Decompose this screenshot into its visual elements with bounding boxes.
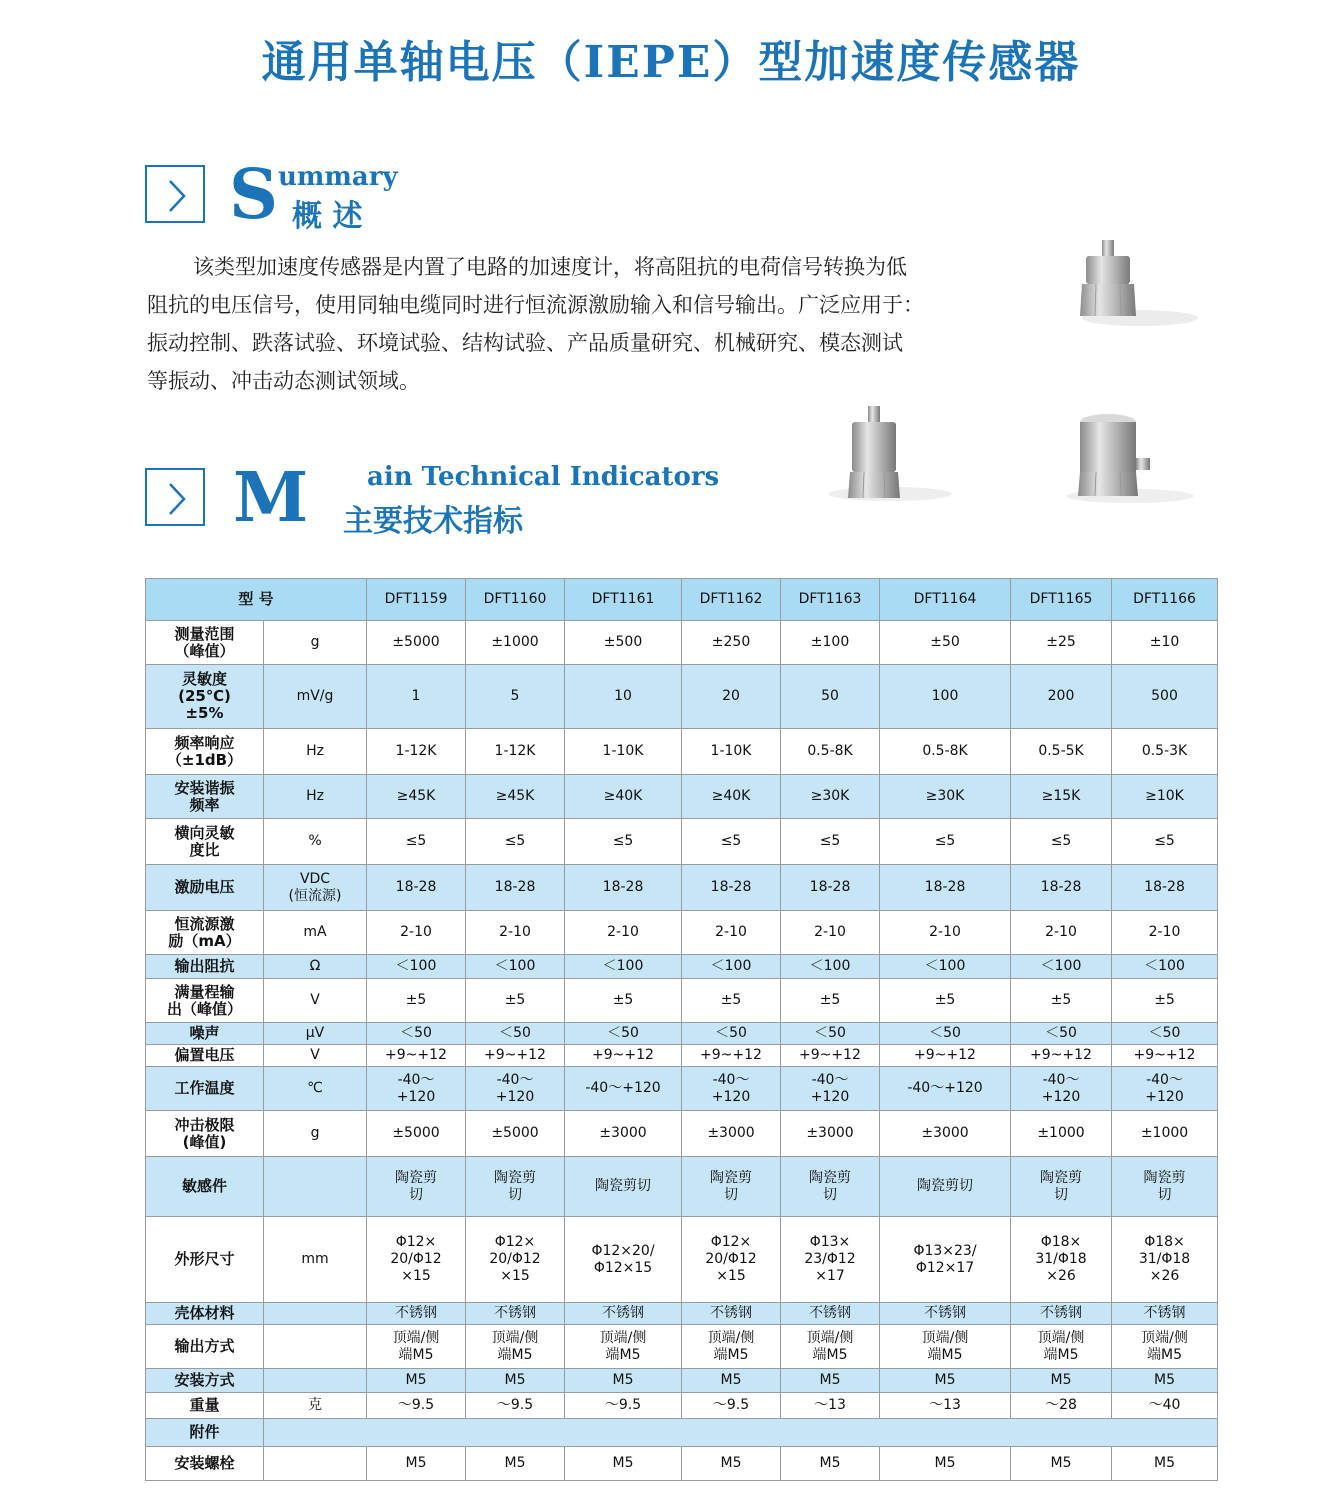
value-cell: 18-28 xyxy=(1011,865,1112,911)
row-label: 冲击极限 (峰值) xyxy=(146,1111,264,1157)
value-cell: -40～ +120 xyxy=(1112,1067,1218,1111)
value-cell: M5 xyxy=(682,1369,781,1393)
unit-cell: ℃ xyxy=(264,1067,367,1111)
value-cell: 陶瓷剪 切 xyxy=(781,1157,880,1217)
value-cell: +9~+12 xyxy=(1112,1045,1218,1067)
value-cell: ±250 xyxy=(682,621,781,665)
table-row xyxy=(146,1419,1218,1447)
model-header-cell: DFT1166 xyxy=(1112,579,1218,621)
value-cell: ≤5 xyxy=(1112,819,1218,865)
model-header-cell: DFT1164 xyxy=(880,579,1011,621)
value-cell: 2-10 xyxy=(682,911,781,955)
value-cell: 18-28 xyxy=(466,865,565,911)
value-cell: 2-10 xyxy=(1011,911,1112,955)
value-cell: 18-28 xyxy=(1112,865,1218,911)
value-cell: ＜50 xyxy=(1112,1023,1218,1045)
value-cell: ±5000 xyxy=(367,621,466,665)
main-english-title: ain Technical Indicators xyxy=(367,462,720,492)
value-cell: M5 xyxy=(781,1369,880,1393)
value-cell: +9~+12 xyxy=(880,1045,1011,1067)
value-cell: 陶瓷剪 切 xyxy=(1011,1157,1112,1217)
unit-cell: g xyxy=(264,1111,367,1157)
table-row xyxy=(146,665,1218,729)
unit-cell: g xyxy=(264,621,367,665)
table-header-row xyxy=(146,579,1218,621)
value-cell: +9~+12 xyxy=(565,1045,682,1067)
value-cell: M5 xyxy=(466,1447,565,1481)
value-cell: M5 xyxy=(1011,1369,1112,1393)
value-cell: 不锈钢 xyxy=(880,1303,1011,1325)
value-cell: 不锈钢 xyxy=(367,1303,466,1325)
value-cell: 陶瓷剪 切 xyxy=(466,1157,565,1217)
value-cell: Φ12×20/ Φ12×15 xyxy=(565,1217,682,1303)
value-cell: +9~+12 xyxy=(367,1045,466,1067)
value-cell: 18-28 xyxy=(880,865,1011,911)
value-cell: ±3000 xyxy=(781,1111,880,1157)
value-cell: M5 xyxy=(1112,1369,1218,1393)
value-cell: +9~+12 xyxy=(682,1045,781,1067)
value-cell: 陶瓷剪 切 xyxy=(1112,1157,1218,1217)
accelerometer-tall-photo xyxy=(820,402,960,502)
value-cell: ±1000 xyxy=(1112,1111,1218,1157)
value-cell: Φ13× 23/Φ12 ×17 xyxy=(781,1217,880,1303)
unit-cell: Ω xyxy=(264,955,367,979)
summary-english-title: ummary xyxy=(278,162,398,192)
model-header-cell: DFT1163 xyxy=(781,579,880,621)
table-row xyxy=(146,1157,1218,1217)
value-cell: 18-28 xyxy=(565,865,682,911)
value-cell: 5 xyxy=(466,665,565,729)
chevron-right-icon xyxy=(147,470,207,528)
value-cell: -40～+120 xyxy=(565,1067,682,1111)
model-header-cell: DFT1165 xyxy=(1011,579,1112,621)
row-label: 满量程输 出（峰值） xyxy=(146,979,264,1023)
table-row xyxy=(146,819,1218,865)
value-cell: 不锈钢 xyxy=(1112,1303,1218,1325)
value-cell: ＜100 xyxy=(1112,955,1218,979)
summary-line: 等振动、冲击动态测试领域。 xyxy=(147,369,420,393)
table-row xyxy=(146,911,1218,955)
value-cell: ～9.5 xyxy=(682,1393,781,1419)
value-cell: ±5 xyxy=(367,979,466,1023)
table-row xyxy=(146,1303,1218,1325)
value-cell: M5 xyxy=(1112,1447,1218,1481)
value-cell: ±1000 xyxy=(1011,1111,1112,1157)
value-cell: 2-10 xyxy=(565,911,682,955)
value-cell: 2-10 xyxy=(1112,911,1218,955)
row-label: 噪声 xyxy=(146,1023,264,1045)
unit-cell: V xyxy=(264,1045,367,1067)
value-cell: -40～ +120 xyxy=(682,1067,781,1111)
row-label: 安装谐振 频率 xyxy=(146,775,264,819)
row-label: 工作温度 xyxy=(146,1067,264,1111)
table-row xyxy=(146,1067,1218,1111)
value-cell: ≤5 xyxy=(367,819,466,865)
row-label: 安装方式 xyxy=(146,1369,264,1393)
model-header-cell: DFT1161 xyxy=(565,579,682,621)
value-cell: ≥45K xyxy=(367,775,466,819)
value-cell: 18-28 xyxy=(682,865,781,911)
value-cell: 0.5-5K xyxy=(1011,729,1112,775)
summary-paragraph xyxy=(147,248,969,400)
unit-cell: Hz xyxy=(264,729,367,775)
chevron-right-icon xyxy=(147,167,207,225)
value-cell: ＜50 xyxy=(781,1023,880,1045)
summary-heading xyxy=(145,155,445,235)
value-cell: ＜100 xyxy=(1011,955,1112,979)
value-cell: ±5 xyxy=(1112,979,1218,1023)
table-row xyxy=(146,979,1218,1023)
value-cell: ～9.5 xyxy=(466,1393,565,1419)
unit-cell xyxy=(264,1369,367,1393)
value-cell: ±3000 xyxy=(682,1111,781,1157)
value-cell: -40～ +120 xyxy=(466,1067,565,1111)
value-cell: ＜100 xyxy=(682,955,781,979)
row-label: 附件 xyxy=(146,1419,264,1447)
row-label: 重量 xyxy=(146,1393,264,1419)
value-cell: Φ18× 31/Φ18 ×26 xyxy=(1112,1217,1218,1303)
value-cell: 0.5-3K xyxy=(1112,729,1218,775)
value-cell: 2-10 xyxy=(367,911,466,955)
value-cell: M5 xyxy=(880,1447,1011,1481)
row-label: 频率响应 （±1dB） xyxy=(146,729,264,775)
value-cell: 2-10 xyxy=(466,911,565,955)
table-row xyxy=(146,1393,1218,1419)
page-title: 通用单轴电压（IEPE）型加速度传感器 xyxy=(261,37,1081,88)
value-cell: 不锈钢 xyxy=(466,1303,565,1325)
unit-cell xyxy=(264,1325,367,1369)
unit-cell: VDC (恒流源) xyxy=(264,865,367,911)
value-cell: Φ12× 20/Φ12 ×15 xyxy=(367,1217,466,1303)
value-cell: ＜100 xyxy=(466,955,565,979)
value-cell: ±50 xyxy=(880,621,1011,665)
value-cell: ≤5 xyxy=(466,819,565,865)
value-cell: 2-10 xyxy=(781,911,880,955)
main-chinese-title: 主要技术指标 xyxy=(343,504,523,539)
accelerometer-side-connector-photo xyxy=(1050,408,1200,504)
row-label: 安装螺栓 xyxy=(146,1447,264,1481)
value-cell: -40～ +120 xyxy=(367,1067,466,1111)
value-cell: -40～ +120 xyxy=(1011,1067,1112,1111)
table-row xyxy=(146,775,1218,819)
value-cell: ≥30K xyxy=(781,775,880,819)
value-cell: ±1000 xyxy=(466,621,565,665)
value-cell: M5 xyxy=(781,1447,880,1481)
value-cell: +9~+12 xyxy=(466,1045,565,1067)
row-label: 激励电压 xyxy=(146,865,264,911)
value-cell: ≥40K xyxy=(682,775,781,819)
value-cell: Φ18× 31/Φ18 ×26 xyxy=(1011,1217,1112,1303)
value-cell: ≥45K xyxy=(466,775,565,819)
row-label: 外形尺寸 xyxy=(146,1217,264,1303)
value-cell: 陶瓷剪 切 xyxy=(682,1157,781,1217)
value-cell: 顶端/侧 端M5 xyxy=(367,1325,466,1369)
row-label: 输出方式 xyxy=(146,1325,264,1369)
value-cell: ＜50 xyxy=(682,1023,781,1045)
value-cell: ～28 xyxy=(1011,1393,1112,1419)
value-cell: 0.5-8K xyxy=(880,729,1011,775)
value-cell: 顶端/侧 端M5 xyxy=(1011,1325,1112,1369)
summary-line: 该类型加速度传感器是内置了电路的加速度计，将高阻抗的电荷信号转换为低 xyxy=(193,255,907,279)
main-indicators-heading xyxy=(145,458,720,539)
row-label: 壳体材料 xyxy=(146,1303,264,1325)
unit-cell xyxy=(264,1303,367,1325)
value-cell: ＜100 xyxy=(367,955,466,979)
value-cell: ＜100 xyxy=(781,955,880,979)
value-cell: ±5000 xyxy=(367,1111,466,1157)
value-cell: 顶端/侧 端M5 xyxy=(565,1325,682,1369)
value-cell: ±100 xyxy=(781,621,880,665)
value-cell: 顶端/侧 端M5 xyxy=(1112,1325,1218,1369)
value-cell: 陶瓷剪切 xyxy=(880,1157,1011,1217)
value-cell: M5 xyxy=(880,1369,1011,1393)
value-cell: 1 xyxy=(367,665,466,729)
value-cell: 1-12K xyxy=(367,729,466,775)
value-cell: ≤5 xyxy=(682,819,781,865)
table-row xyxy=(146,865,1218,911)
value-cell: 18-28 xyxy=(367,865,466,911)
unit-cell xyxy=(264,1157,367,1217)
table-row xyxy=(146,1217,1218,1303)
value-cell: 顶端/侧 端M5 xyxy=(466,1325,565,1369)
value-cell: 陶瓷剪 切 xyxy=(367,1157,466,1217)
value-cell: ≤5 xyxy=(1011,819,1112,865)
value-cell: ±5 xyxy=(880,979,1011,1023)
value-cell: 顶端/侧 端M5 xyxy=(781,1325,880,1369)
value-cell: ±3000 xyxy=(880,1111,1011,1157)
value-cell: Φ13×23/ Φ12×17 xyxy=(880,1217,1011,1303)
table-row xyxy=(146,1369,1218,1393)
table-row xyxy=(146,1447,1218,1481)
value-cell: 不锈钢 xyxy=(781,1303,880,1325)
value-cell: 500 xyxy=(1112,665,1218,729)
value-cell: ±3000 xyxy=(565,1111,682,1157)
value-cell: ≥40K xyxy=(565,775,682,819)
value-cell: ±5 xyxy=(781,979,880,1023)
value-cell: ≤5 xyxy=(565,819,682,865)
value-cell: ＜50 xyxy=(367,1023,466,1045)
value-cell: ±5 xyxy=(466,979,565,1023)
value-cell: M5 xyxy=(367,1447,466,1481)
main-chevron-box xyxy=(145,468,205,526)
value-cell: 顶端/侧 端M5 xyxy=(880,1325,1011,1369)
main-big-letter: M xyxy=(233,458,309,538)
unit-cell: mm xyxy=(264,1217,367,1303)
empty-span-cell xyxy=(264,1419,1218,1447)
value-cell: ±5 xyxy=(565,979,682,1023)
value-cell: 200 xyxy=(1011,665,1112,729)
table-row xyxy=(146,1023,1218,1045)
value-cell: Φ12× 20/Φ12 ×15 xyxy=(466,1217,565,1303)
unit-cell xyxy=(264,1447,367,1481)
model-header-cell: DFT1159 xyxy=(367,579,466,621)
value-cell: M5 xyxy=(466,1369,565,1393)
accelerometer-hex-base-photo xyxy=(1060,238,1200,330)
table-row xyxy=(146,955,1218,979)
value-cell: 1-12K xyxy=(466,729,565,775)
summary-chevron-box xyxy=(145,165,205,223)
row-label: 灵敏度 (25℃) ±5% xyxy=(146,665,264,729)
value-cell: ＜50 xyxy=(466,1023,565,1045)
value-cell: 1-10K xyxy=(565,729,682,775)
value-cell: ≥15K xyxy=(1011,775,1112,819)
row-label: 敏感件 xyxy=(146,1157,264,1217)
value-cell: ＜50 xyxy=(565,1023,682,1045)
value-cell: 1-10K xyxy=(682,729,781,775)
table-row xyxy=(146,621,1218,665)
row-label: 恒流源激 励（mA） xyxy=(146,911,264,955)
unit-cell: V xyxy=(264,979,367,1023)
value-cell: ～13 xyxy=(781,1393,880,1419)
table-row xyxy=(146,729,1218,775)
row-label: 横向灵敏 度比 xyxy=(146,819,264,865)
value-cell: M5 xyxy=(565,1447,682,1481)
value-cell: ±25 xyxy=(1011,621,1112,665)
unit-cell: mV/g xyxy=(264,665,367,729)
value-cell: 18-28 xyxy=(781,865,880,911)
value-cell: ＜50 xyxy=(880,1023,1011,1045)
model-header-cell: DFT1162 xyxy=(682,579,781,621)
model-header-cell: DFT1160 xyxy=(466,579,565,621)
value-cell: +9~+12 xyxy=(781,1045,880,1067)
value-cell: ～13 xyxy=(880,1393,1011,1419)
value-cell: 2-10 xyxy=(880,911,1011,955)
value-cell: M5 xyxy=(367,1369,466,1393)
value-cell: ～40 xyxy=(1112,1393,1218,1419)
value-cell: 20 xyxy=(682,665,781,729)
value-cell: ±10 xyxy=(1112,621,1218,665)
value-cell: ±5 xyxy=(682,979,781,1023)
unit-cell: % xyxy=(264,819,367,865)
table-row xyxy=(146,1045,1218,1067)
value-cell: -40～ +120 xyxy=(781,1067,880,1111)
value-cell: ＜50 xyxy=(1011,1023,1112,1045)
value-cell: 0.5-8K xyxy=(781,729,880,775)
row-label: 输出阻抗 xyxy=(146,955,264,979)
value-cell: 陶瓷剪切 xyxy=(565,1157,682,1217)
value-cell: 100 xyxy=(880,665,1011,729)
value-cell: ≤5 xyxy=(781,819,880,865)
summary-line: 阻抗的电压信号，使用同轴电缆同时进行恒流源激励输入和信号输出。广泛应用于： xyxy=(147,293,924,317)
value-cell: M5 xyxy=(682,1447,781,1481)
value-cell: 不锈钢 xyxy=(1011,1303,1112,1325)
unit-cell: 克 xyxy=(264,1393,367,1419)
value-cell: ≤5 xyxy=(880,819,1011,865)
table-row xyxy=(146,1111,1218,1157)
value-cell: 不锈钢 xyxy=(682,1303,781,1325)
table-row xyxy=(146,1325,1218,1369)
value-cell: ±5000 xyxy=(466,1111,565,1157)
spec-table xyxy=(145,578,1218,1481)
value-cell: ～9.5 xyxy=(565,1393,682,1419)
value-cell: 50 xyxy=(781,665,880,729)
summary-chinese-title: 概 述 xyxy=(292,199,363,234)
value-cell: 不锈钢 xyxy=(565,1303,682,1325)
unit-cell: mA xyxy=(264,911,367,955)
row-label: 偏置电压 xyxy=(146,1045,264,1067)
summary-line: 振动控制、跌落试验、环境试验、结构试验、产品质量研究、机械研究、模态测试 xyxy=(147,331,903,355)
row-label: 测量范围 （峰值） xyxy=(146,621,264,665)
value-cell: ＜100 xyxy=(880,955,1011,979)
unit-cell: Hz xyxy=(264,775,367,819)
unit-cell: μV xyxy=(264,1023,367,1045)
value-cell: ±5 xyxy=(1011,979,1112,1023)
value-cell: M5 xyxy=(565,1369,682,1393)
value-cell: 10 xyxy=(565,665,682,729)
value-cell: ±500 xyxy=(565,621,682,665)
summary-big-letter: S xyxy=(229,155,279,235)
model-header-label: 型 号 xyxy=(146,579,367,621)
value-cell: M5 xyxy=(1011,1447,1112,1481)
value-cell: Φ12× 20/Φ12 ×15 xyxy=(682,1217,781,1303)
value-cell: ～9.5 xyxy=(367,1393,466,1419)
value-cell: 顶端/侧 端M5 xyxy=(682,1325,781,1369)
value-cell: ≥10K xyxy=(1112,775,1218,819)
value-cell: +9~+12 xyxy=(1011,1045,1112,1067)
value-cell: -40～+120 xyxy=(880,1067,1011,1111)
value-cell: ＜100 xyxy=(565,955,682,979)
value-cell: ≥30K xyxy=(880,775,1011,819)
